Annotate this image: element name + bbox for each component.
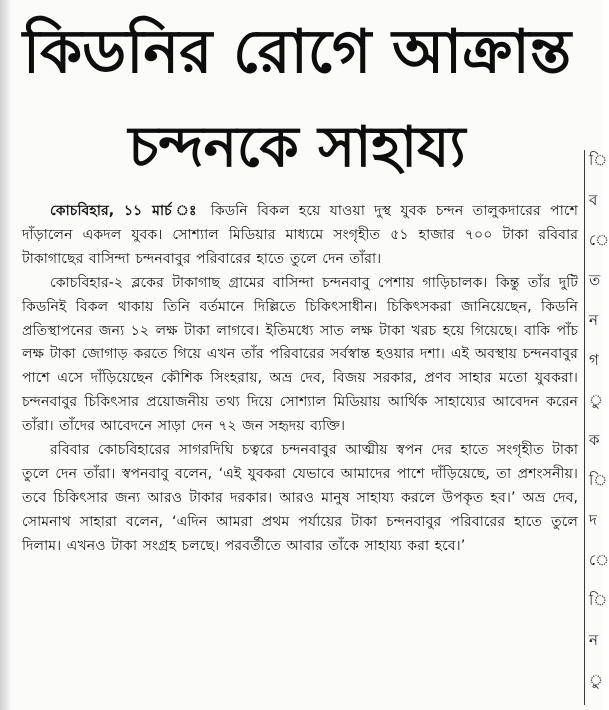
paragraph-1-text: কিডনি বিকল হয়ে যাওয়া দুস্থ যুবক চন্দন তালুকদারের পাশে দাঁড়ালেন একদল যুবক। সোশ্যাল মিডিয়ার মাধ্যমে সংগৃহীত ৫১ হাজার ৭০০ টাকা রবিবার টাকাগাছের বাসিন্দা চন্দনবাবুর পরিবারের হাতে তুলে দেন তাঁরা। [22,203,578,267]
adjacent-glyph: ব [589,191,598,209]
dateline: কোচবিহার, ১১ মার্চ ঃ [50,203,202,219]
adjacent-glyph: গ [589,351,599,369]
adjacent-glyph: দ [589,511,597,529]
article-paragraph-3: রবিবার কোচবিহারের সাগরদিঘি চত্বরে চন্দনবাবুর আত্মীয় স্বপন দের হাতে সংগৃহীত টাকা তুলে দেন তাঁরা। স্বপনবাবু বলেন, ‘এই যুবকরা যেভাবে আমাদের পাশে দাঁড়িয়েছে, তা প্রশংসনীয়। তবে চিকিৎসার জন্য আরও টাকার দরকার। আরও মানুষ সাহায্য করলে উপকৃত হব।’ অভ্র দেব, সোমনাথ সাহারা বলেন, ‘এদিন আমরা প্রথম পর্যায়ের টাকা চন্দনবাবুর পরিবারের হাতে তুলে দিলাম। এখনও টাকা সংগ্রহ চলছে। পরবর্তীতে আবার তাঁকে সাহায্য করা হবে।’ [22,442,578,554]
adjacent-glyph: ু [589,671,604,689]
headline-line-1: কিডনির রোগে আক্রান্ত [22,17,572,87]
adjacent-glyph: ে [589,551,609,569]
adjacent-glyph: ি [589,591,608,609]
adjacent-glyph: ি [589,151,608,169]
column-divider [584,150,585,705]
adjacent-glyph: ি [589,471,608,489]
article-paragraph-1 [22,200,578,272]
article-paragraph-2: কোচবিহার-২ ব্লকের টাকাগাছ গ্রামের বাসিন্দা চন্দনবাবু পেশায় গাড়িচালক। কিন্তু তাঁর দুটি কিডনিই বিকল থাকায় তিনি বর্তমানে দিল্লিতে চিকিৎসাধীন। চিকিৎসকরা জানিয়েছেন, কিডনি প্রতিস্থাপনের জন্য ১২ লক্ষ টাকা লাগবে। ইতিমধ্যে সাত লক্ষ টাকা খরচ হয়ে গিয়েছে। বাকি পাঁচ লক্ষ টাকা জোগাড় করতে গিয়ে এখন তাঁর পরিবারের সর্বস্বান্ত হওয়ার দশা। এই অবস্থায় চন্দনবাবুর পাশে এসে দাঁড়িয়েছেন কৌশিক সিংহরায়, অভ্র দেব, বিজয় সরকার, প্রণব সাহার মতো যুবকরা। চন্দনবাবুর চিকিৎসার প্রয়োজনীয় তথ্য দিয়ে সোশ্যাল মিডিয়ায় আর্থিক সাহায্যের আবেদন করেন তাঁরা। তাঁদের আবেদনে সাড়া দেন ৭২ জন সহৃদয় ব্যক্তি। [22,274,578,435]
adjacent-column-fragment [587,140,609,705]
adjacent-glyph: ত [589,271,601,289]
page-edge [0,0,10,710]
adjacent-glyph: ন [589,631,598,649]
adjacent-glyph: ন [589,311,598,329]
adjacent-glyph: ু [589,391,604,409]
article-body [22,200,578,705]
headline-line-2: চন্দনকে সাহায্য [128,115,466,180]
adjacent-glyph: ে [589,231,609,249]
adjacent-glyph: ক [589,431,600,449]
